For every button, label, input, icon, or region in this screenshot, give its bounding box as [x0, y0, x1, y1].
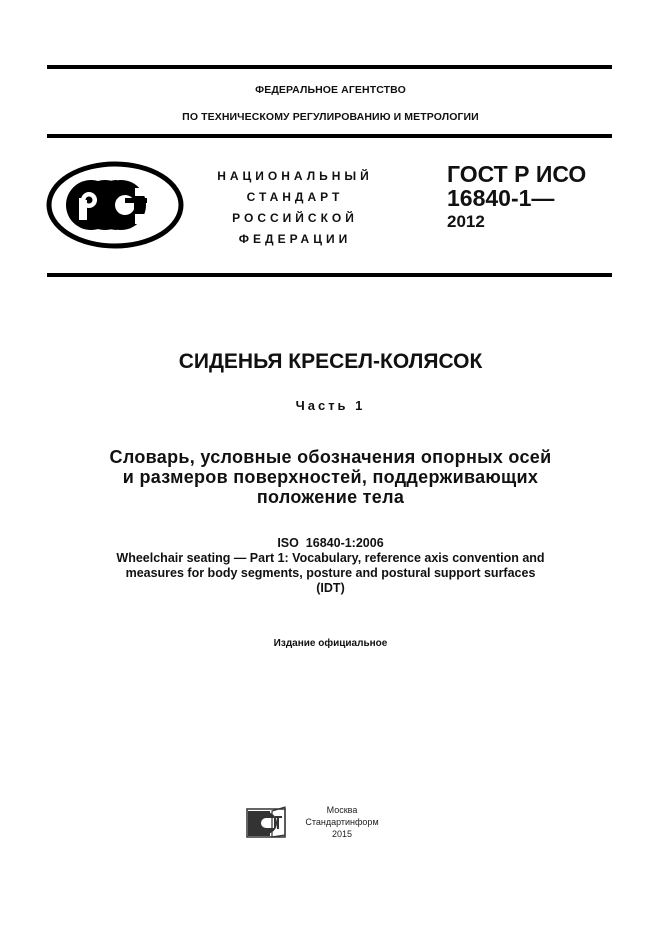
bottom-header-rule — [47, 273, 612, 277]
publisher-year: 2015 — [331, 829, 353, 839]
top-rule — [47, 65, 612, 69]
iso-reference — [0, 536, 661, 596]
national-line-3: РОССИЙСКОЙ — [232, 211, 358, 225]
subtitle-line-3: положение тела — [256, 487, 405, 507]
designation-line-2: 16840-1— — [447, 185, 555, 211]
national-standard-block — [205, 166, 385, 250]
header-rule — [47, 134, 612, 138]
publisher-name: Стандартинформ — [305, 817, 379, 827]
standard-designation — [447, 162, 586, 234]
rst-gost-logo-icon — [45, 160, 185, 250]
agency-line-2: ПО ТЕХНИЧЕСКОМУ РЕГУЛИРОВАНИЮ И МЕТРОЛОГИИ — [182, 111, 479, 123]
iso-equivalence: (IDT) — [316, 581, 345, 595]
document-subtitle — [0, 447, 661, 507]
edition-label: Издание официальное — [273, 638, 388, 649]
iso-number: ISO 16840-1:2006 — [277, 536, 384, 550]
national-line-2: СТАНДАРТ — [246, 190, 344, 204]
designation-year: 2012 — [447, 212, 485, 231]
iso-title-line-2: measures for body segments, posture and postural support surfaces — [125, 566, 536, 580]
subtitle-line-1: Словарь, условные обозначения опорных осей — [109, 447, 552, 467]
iso-title-line-1: Wheelchair seating — Part 1: Vocabulary, reference axis convention and — [116, 551, 545, 565]
publisher-block — [297, 804, 387, 840]
subtitle-line-2: и размеров поверхностей, поддерживающих — [122, 467, 539, 487]
national-line-4: ФЕДЕРАЦИИ — [238, 232, 352, 246]
publisher-city: Москва — [326, 805, 358, 815]
document-title: СИДЕНЬЯ КРЕСЕЛ-КОЛЯСОК — [178, 350, 483, 373]
agency-line-1: ФЕДЕРАЛЬНОЕ АГЕНТСТВО — [255, 84, 406, 96]
national-line-1: НАЦИОНАЛЬНЫЙ — [217, 169, 373, 183]
designation-line-1: ГОСТ Р ИСО — [447, 161, 587, 187]
part-label: Часть 1 — [295, 398, 366, 413]
standartinform-logo-icon — [246, 805, 288, 839]
